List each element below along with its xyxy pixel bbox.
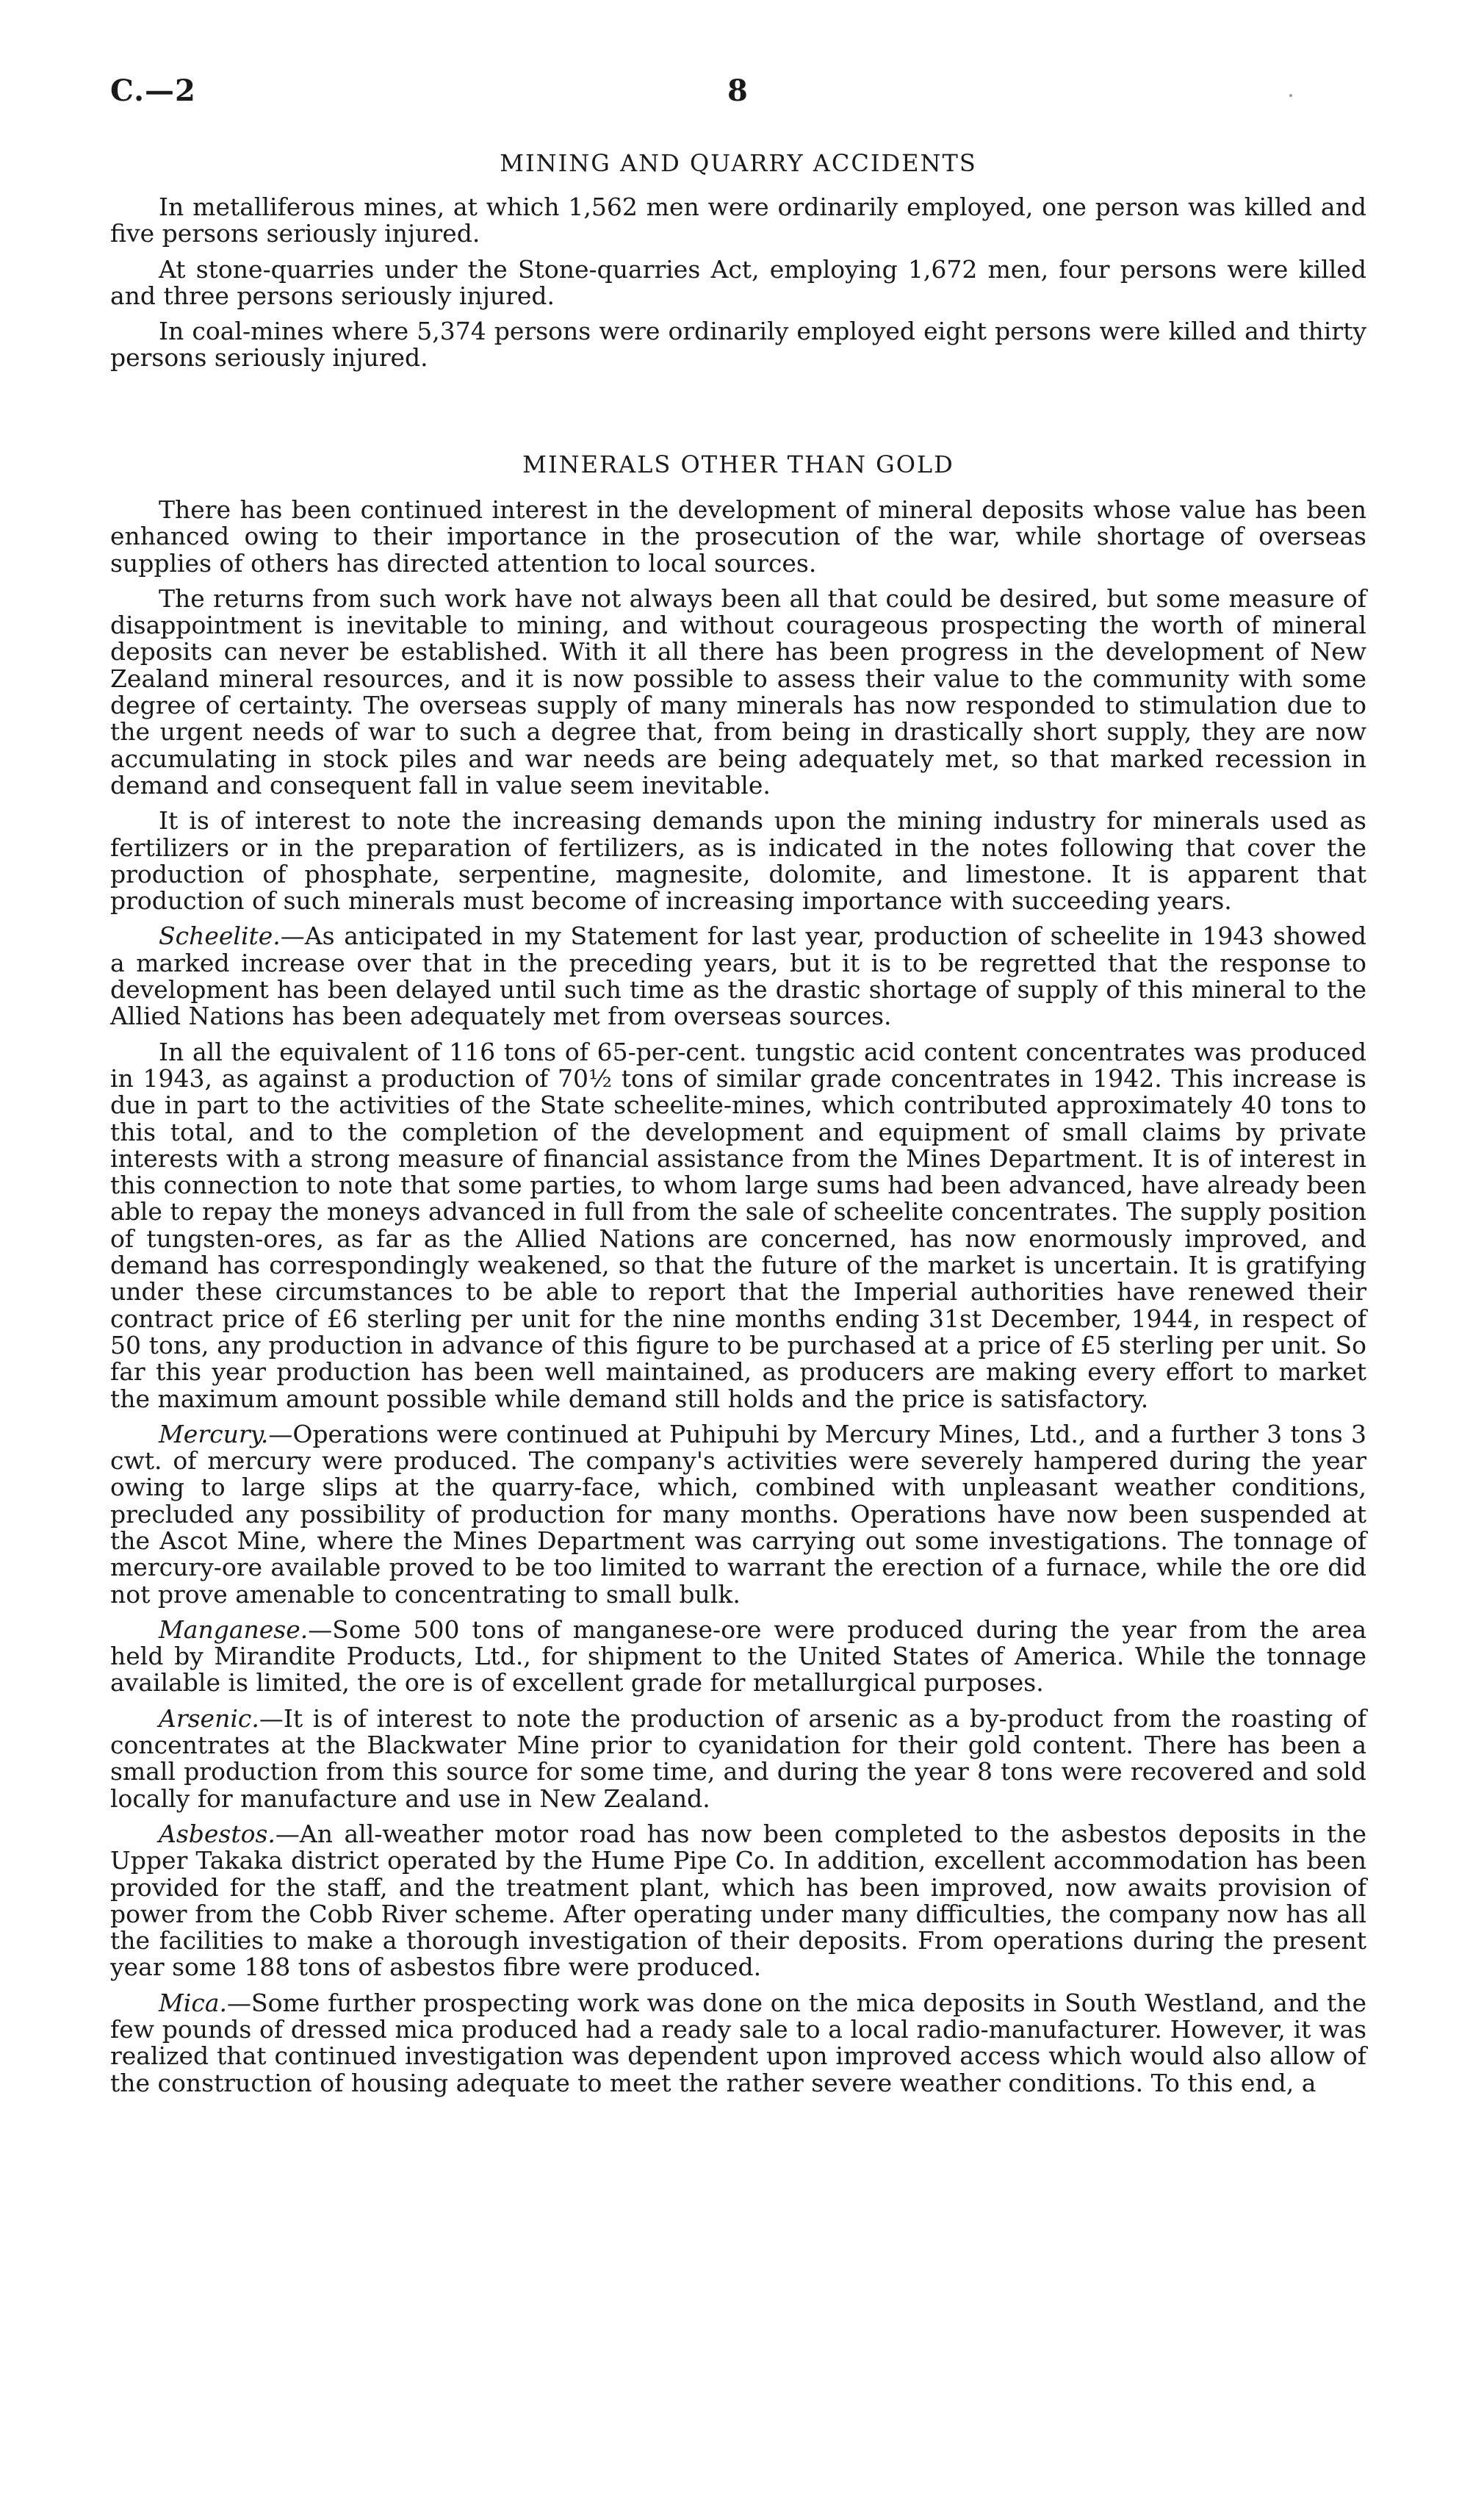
document-page (110, 73, 1366, 2097)
mercury-paragraph (110, 1421, 1366, 1608)
asbestos-text: —An all-weather motor road has now been completed to the asbestos deposits in the Upper Takaka district operated by the Hume Pipe Co. In addition, excellent accommodation has been provided for the staff, and the treatment plant, which has been improved, now awaits provision of power from the Cobb River scheme. After operating under many difficulties, the company now has all the facilities to make a thorough investigation of their deposits. From operations during the present year some 188 tons of asbestos fibre were produced. (110, 1819, 1366, 1982)
page-number: 8 (727, 73, 748, 108)
minerals-section (110, 448, 1366, 2105)
scheelite-text: —As anticipated in my Statement for last year, production of scheelite in 1943 showed a marked increase over that in the preceding years, but it is to be regretted that the response to development has been delayed until such time as the drastic shortage of supply of this mineral to the Allied Nations has been adequately met from overseas sources. (110, 922, 1366, 1031)
mica-paragraph (110, 1990, 1366, 2097)
coal-mines-paragraph: In coal-mines where 5,374 persons were ordinarily employed eight persons were killed and thirty persons seriously injured. (110, 317, 1366, 373)
minerals-heading: MINERALS OTHER THAN GOLD (522, 450, 954, 478)
intro-paragraph: It is of interest to note the increasing demands upon the mining industry for minerals used as fertilizers or in the preparation of fertilizers, as is indicated in the notes following that cover the production of phosphate, serpentine, magnesite, dolomite, and limestone. It is apparent that production of such minerals must become of increasing importance with succeeding years. (110, 806, 1366, 916)
asbestos-paragraph (110, 1821, 1366, 1981)
mining-accidents-section (110, 147, 1366, 381)
mining-accidents-heading: MINING AND QUARRY ACCIDENTS (500, 149, 977, 177)
manganese-text: —Some 500 tons of manganese-ore were produced during the year from the area held by Mirandite Products, Ltd., for shipment to the United States of America. While the tonnage available is limited, the ore is of excellent grade for metallurgical purposes. (110, 1614, 1366, 1698)
scheelite-title: Scheelite. (159, 922, 281, 951)
manganese-title: Manganese. (159, 1614, 309, 1644)
arsenic-title: Arsenic. (159, 1703, 259, 1733)
asbestos-title: Asbestos. (159, 1819, 275, 1848)
mica-title: Mica. (159, 1988, 227, 2017)
scheelite-paragraph (110, 923, 1366, 1030)
stray-mark (1289, 94, 1292, 97)
scheelite-continuation-paragraph: In all the equivalent of 116 tons of 65-per-cent. tungstic acid content concentrates was produced in 1943, as against a production of 70½ tons of similar grade concentrates in 1942. This increase is due in part to the activities of the State scheelite-mines, which contributed approximately 40 tons to this total, and to the completion of the development and equipment of small claims by private interests with a strong measure of financial assistance from the Mines Department. It is of interest in this connection to note that some parties, to whom large sums had been advanced, have already been able to repay the moneys advanced in full from the sale of scheelite concentrates. The supply position of tungsten-ores, as far as the Allied Nations are concerned, has now enormously improved, and demand has correspondingly weakened, so that the future of the market is uncertain. It is gratifying under these circumstances to be able to report that the Imperial authorities have renewed their contract price of £6 sterling per unit for the nine months ending 31st December, 1944, in respect of 50 tons, any production in advance of this figure to be purchased at a price of £5 sterling per unit. So far this year production has been well maintained, as producers are making every effort to market the maximum amount possible while demand still holds and the price is satisfactory. (110, 1037, 1366, 1413)
manganese-paragraph (110, 1614, 1366, 1698)
intro-paragraph: The returns from such work have not always been all that could be desired, but some measure of disappointment is inevitable to mining, and without courageous prospecting the worth of mineral deposits can never be established. With it all there has been progress in the development of New Zealand mineral resources, and it is now possible to assess their value to the community with some degree of certainty. The overseas supply of many minerals has now responded to stimulation due to the urgent needs of war to such a degree that, from being in drastically short supply, they are now accumulating in stock piles and war needs are being adequately met, so that marked recession in demand and consequent fall in value seem inevitable. (110, 583, 1366, 800)
stone-quarries-paragraph: At stone-quarries under the Stone-quarries Act, employing 1,672 men, four persons were killed and three persons seriously injured. (110, 254, 1366, 310)
arsenic-text: —It is of interest to note the production of arsenic as a by-product from the roasting of concentrates at the Blackwater Mine prior to cyanidation for their gold content. There has been a small production from this source for some time, and during the year 8 tons were recovered and sold locally for manufacture and use in New Zealand. (110, 1703, 1366, 1813)
arsenic-paragraph (110, 1703, 1366, 1813)
intro-paragraph: There has been continued interest in the development of mineral deposits whose value has been enhanced owing to their importance in the prosecution of the war, while shortage of overseas supplies of others has directed attention to local sources. (110, 495, 1366, 578)
mica-text: —Some further prospecting work was done on the mica deposits in South Westland, and the few pounds of dressed mica produced had a ready sale to a local radio-manufacturer. However, it was realized that continued investigation was dependent upon improved access which would also allow of the construction of housing adequate to meet the rather severe weather conditions. To this end, a (110, 1988, 1366, 2097)
document-id: C.—2 (110, 73, 196, 108)
mercury-title: Mercury. (159, 1419, 269, 1448)
metalliferous-paragraph: In metalliferous mines, at which 1,562 men were ordinarily employed, one person was killed and five persons seriously injured. (110, 193, 1366, 248)
page-header (110, 73, 1366, 125)
mercury-text: —Operations were continued at Puhipuhi by Mercury Mines, Ltd., and a further 3 tons 3 cwt. of mercury were produced. The company's activities were severely hampered during the year owing to large slips at the quarry-face, which, combined with unpleasant weather conditions, precluded any possibility of production for many months. Operations have now been suspended at the Ascot Mine, where the Mines Department was carrying out some investigations. The tonnage of mercury-ore available proved to be too limited to warrant the erection of a furnace, while the ore did not prove amenable to concentrating to small bulk. (110, 1419, 1366, 1609)
